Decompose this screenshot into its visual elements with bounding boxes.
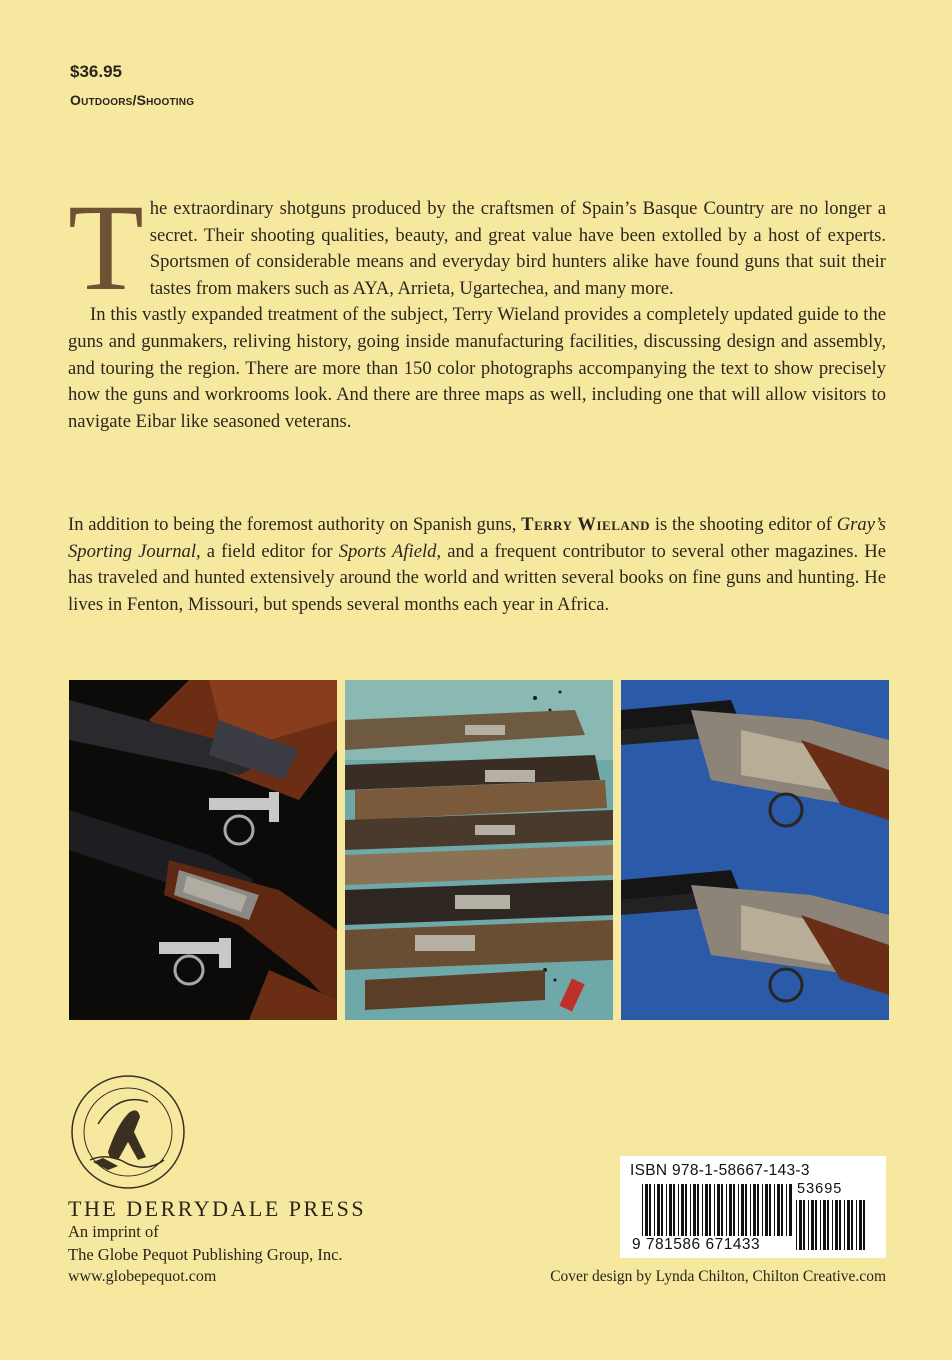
barcode-bar: [803, 1200, 805, 1250]
barcode-bar: [844, 1200, 845, 1250]
author-bio: [68, 512, 886, 618]
cover-credit: Cover design by Lynda Chilton, Chilton Creative.com: [550, 1268, 886, 1285]
barcode-bar: [661, 1184, 663, 1236]
barcode-bar: [702, 1184, 703, 1236]
price-code: 53695: [797, 1181, 843, 1197]
author-name: Terry Wieland: [521, 514, 651, 535]
barcode-bar: [685, 1184, 687, 1236]
barcode-bar: [678, 1184, 679, 1236]
barcode-bar: [820, 1200, 821, 1250]
barcode-bar: [645, 1184, 648, 1236]
drop-cap: T: [68, 179, 144, 316]
description-paragraph-2: In this vastly expanded treatment of the subject, Terry Wieland provides a completely updated guide to the guns and gunmakers, reliving history, going inside manufacturing facilities, discussing design and assembly, and touring the region. There are more than 150 color photographs accompanying the text to show precisely how the guns and workrooms look. And there are three maps as well, including one that will allow visitors to navigate Eibar like seasoned veterans.: [68, 304, 886, 432]
barcode-bar: [765, 1184, 768, 1236]
barcode-bar: [835, 1200, 838, 1250]
barcode-bar: [851, 1200, 853, 1250]
barcode-bar: [827, 1200, 829, 1250]
barcode-bar: [697, 1184, 699, 1236]
barcode-bar: [815, 1200, 817, 1250]
barcode-bar: [781, 1184, 783, 1236]
barcode-bar: [721, 1184, 723, 1236]
barcode-bar: [709, 1184, 711, 1236]
photo-over-under-shotguns: [69, 680, 337, 1020]
barcode-bar: [681, 1184, 684, 1236]
barcode-bar: [714, 1184, 715, 1236]
barcode-bar: [839, 1200, 841, 1250]
barcode-bar: [705, 1184, 708, 1236]
derrydale-logo: [68, 1072, 188, 1192]
barcode-bar: [750, 1184, 751, 1236]
barcode-bar: [832, 1200, 833, 1250]
barcode-bar: [757, 1184, 759, 1236]
barcode-bar: [673, 1184, 675, 1236]
isbn-label: ISBN 978-1-58667-143-3: [630, 1162, 810, 1179]
bio-part-1: is the shooting editor of: [650, 514, 837, 535]
publisher-website: www.globepequot.com: [68, 1268, 217, 1285]
barcode-bar: [777, 1184, 780, 1236]
barcode-bar: [690, 1184, 691, 1236]
barcode-bar: [657, 1184, 660, 1236]
barcode-bar: [733, 1184, 735, 1236]
barcode-bar: [669, 1184, 672, 1236]
barcode-bar: [666, 1184, 667, 1236]
imprint-line-1: An imprint of: [68, 1222, 159, 1241]
barcode-bar: [774, 1184, 775, 1236]
barcode-bar: [796, 1200, 797, 1250]
barcode-bar: [786, 1184, 787, 1236]
barcode-bar: [738, 1184, 739, 1236]
barcode-box: [620, 1156, 886, 1258]
barcode-bar: [741, 1184, 744, 1236]
photo-antique-guns: [345, 680, 613, 1020]
barcode-bar: [769, 1184, 771, 1236]
book-description: [68, 179, 886, 435]
description-paragraph-1: he extraordinary shotguns produced by the craftsmen of Spain’s Basque Country are no longer a secret. Their shooting qualities, beauty, and great value have been extolled by a host of experts. Sportsmen of considerable means and everyday bird hunters alike have found guns that suit their tastes from makers such as AYA, Arrieta, Ugartechea, and many more.: [149, 198, 886, 299]
barcode-bar: [856, 1200, 857, 1250]
barcode-bar: [729, 1184, 732, 1236]
barcode-bar: [811, 1200, 814, 1250]
barcode-bar: [789, 1184, 792, 1236]
photo-sidelock-shotguns: [621, 680, 889, 1020]
ean-barcode: [642, 1184, 792, 1236]
bio-part-2: a field editor for: [200, 540, 339, 562]
publisher-name: THE DERRYDALE PRESS: [68, 1196, 367, 1221]
ean-digits: 9 781586 671433: [632, 1236, 761, 1253]
price-label: $36.95: [70, 62, 122, 81]
addon-barcode: [796, 1200, 876, 1250]
barcode-bar: [654, 1184, 655, 1236]
barcode-bar: [847, 1200, 850, 1250]
barcode-bar: [808, 1200, 809, 1250]
bio-part-3: and a frequent contributor to several other magazines. He has traveled and hunted extensively around the world and written several books on fine guns and hunting. He lives in Fenton, Missouri, but spends several months each year in Africa.: [68, 540, 886, 615]
bio-intro: In addition to being the foremost authority on Spanish guns,: [68, 514, 522, 535]
barcode-bar: [859, 1200, 862, 1250]
barcode-bar: [693, 1184, 696, 1236]
barcode-bar: [863, 1200, 865, 1250]
barcode-bar: [799, 1200, 802, 1250]
barcode-bar: [762, 1184, 763, 1236]
magazine-grays: Gray’s Sporting Journal,: [68, 514, 886, 562]
barcode-bar: [717, 1184, 720, 1236]
barcode-bar: [745, 1184, 747, 1236]
barcode-bar: [726, 1184, 727, 1236]
barcode-bar: [649, 1184, 651, 1236]
magazine-sports-afield: Sports Afield,: [338, 540, 442, 562]
barcode-bar: [642, 1184, 643, 1236]
barcode-bar: [823, 1200, 826, 1250]
barcode-bar: [753, 1184, 756, 1236]
imprint-line-2: The Globe Pequot Publishing Group, Inc.: [68, 1245, 343, 1264]
category-label: Outdoors/Shooting: [70, 92, 195, 108]
